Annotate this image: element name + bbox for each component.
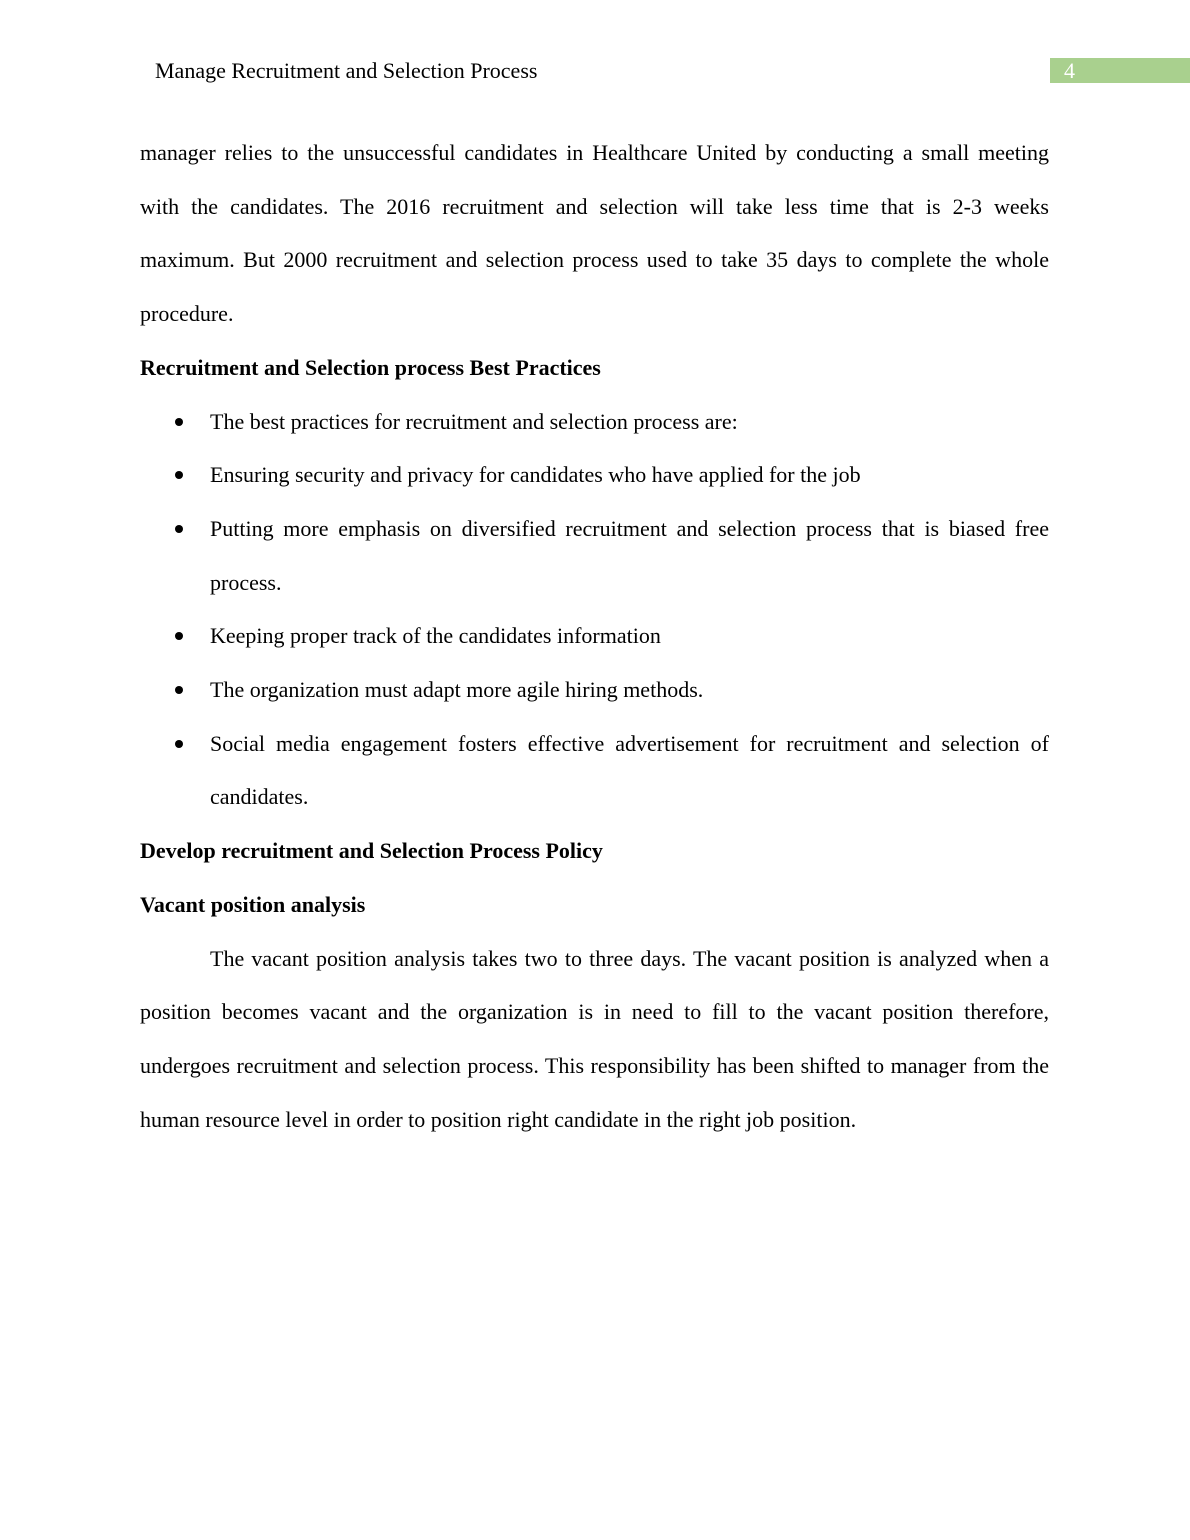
list-item (140, 395, 1049, 449)
best-practices-heading: Recruitment and Selection process Best Practices (140, 354, 601, 380)
list-item-text: Ensuring security and privacy for candidates who have applied for the job (210, 462, 861, 488)
list-item (140, 448, 1049, 502)
bullet-icon (175, 471, 183, 479)
list-item (140, 717, 1049, 824)
bullet-icon (175, 418, 183, 426)
list-item (140, 502, 1049, 609)
page-number-badge (1050, 58, 1190, 83)
page-body (140, 126, 1049, 1146)
list-item (140, 609, 1049, 663)
vacant-position-subheading: Vacant position analysis (140, 891, 366, 917)
running-header-title: Manage Recruitment and Selection Process (155, 58, 538, 83)
bullet-icon (175, 632, 183, 640)
list-item-text: The organization must adapt more agile hiring methods. (210, 677, 704, 703)
list-item (140, 663, 1049, 717)
list-item-text: Keeping proper track of the candidates information (210, 623, 661, 649)
bullet-icon (175, 525, 183, 533)
best-practices-list (140, 395, 1049, 825)
page-number: 4 (1064, 58, 1075, 83)
policy-heading: Develop recruitment and Selection Process Policy (140, 838, 603, 864)
vacant-position-paragraph: The vacant position analysis takes two to three days. The vacant position is analyzed when a position becomes vacant and the organization is in need to fill to the vacant position therefore, undergoes recruitment and selection process. This responsibility has been shifted to manager from the human resource level in order to position right candidate in the right job position. (140, 945, 1049, 1132)
list-item-text: Putting more emphasis on diversified recruitment and selection process that is biased free process. (210, 515, 1049, 595)
list-item-text: Social media engagement fosters effective advertisement for recruitment and selection of candidates. (210, 730, 1049, 810)
bullet-icon (175, 740, 183, 748)
intro-paragraph: manager relies to the unsuccessful candidates in Healthcare United by conducting a small meeting with the candidates. The 2016 recruitment and selection will take less time that is 2-3 weeks maximum. But 2000 recruitment and selection process used to take 35 days to complete the whole procedure. (140, 140, 1049, 327)
list-item-text: The best practices for recruitment and selection process are: (210, 408, 738, 434)
bullet-icon (175, 686, 183, 694)
